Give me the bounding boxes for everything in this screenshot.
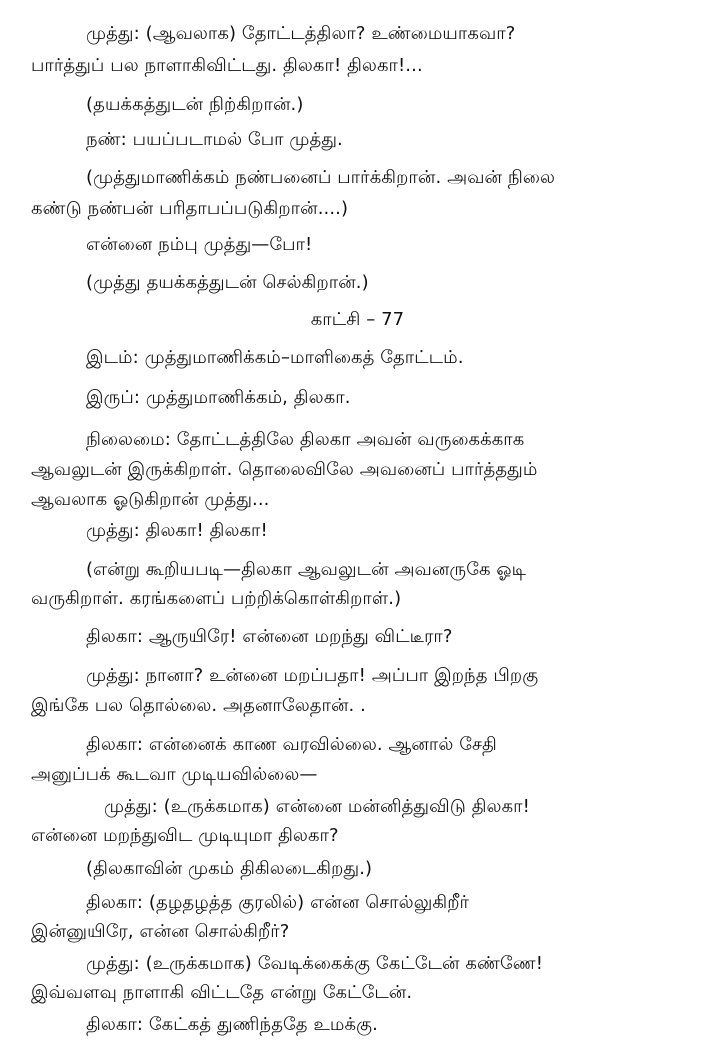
text-line: முத்து: (உருக்கமாக) என்னை மன்னித்துவிடு திலகா! — [104, 796, 530, 817]
text-line: இங்கே பல தொல்லை. அதனாலேதான். . — [31, 695, 367, 716]
text-line: முத்து: (ஆவலாக) தோட்டத்திலா? உண்மையாகவா? — [86, 23, 516, 44]
text-line: திலகா: (தழதழத்த குரலில்) என்ன சொல்லுகிறீர் — [86, 892, 470, 913]
text-line: நிலைமை: தோட்டத்திலே திலகா அவன் வருகைக்காக — [86, 429, 525, 450]
text-line: திலகா: என்னைக் காண வரவில்லை. ஆனால் சேதி — [86, 734, 497, 755]
text-line: இன்னுயிரே, என்ன சொல்கிறீர்? — [31, 921, 290, 942]
text-line: முத்து: திலகா! திலகா! — [86, 520, 268, 541]
text-line: ஆவலாக ஓடுகிறான் முத்து... — [31, 489, 270, 510]
stage-direction: வருகிறாள். கரங்களைப் பற்றிக்கொள்கிறாள்.) — [31, 588, 402, 609]
stage-direction: (முத்துமாணிக்கம் நண்பனைப் பார்க்கிறான். அவன் நிலை — [86, 167, 555, 188]
text-line: இருப்: முத்துமாணிக்கம், திலகா. — [86, 387, 351, 408]
text-line: நண்: பயப்படாமல் போ முத்து. — [86, 129, 343, 150]
stage-direction: கண்டு நண்பன் பரிதாபப்படுகிறான்....) — [31, 198, 349, 219]
scene-heading: காட்சி – 77 — [310, 309, 405, 330]
text-line: அனுப்பக் கூடவா முடியவில்லை— — [31, 764, 318, 785]
stage-direction: (திலகாவின் முகம் திகிலடைகிறது.) — [86, 858, 373, 879]
text-line: என்னை நம்பு முத்து—போ! — [86, 234, 313, 255]
stage-direction: (தயக்கத்துடன் நிற்கிறான்.) — [86, 94, 304, 115]
stage-direction: (என்று கூறியபடி—திலகா ஆவலுடன் அவனருகே ஓடி — [86, 559, 527, 580]
text-line: முத்து: (உருக்கமாக) வேடிக்கைக்கு கேட்டேன் கண்ணே! — [86, 953, 544, 974]
text-line: திலகா: கேட்கத் துணிந்ததே உமக்கு. — [86, 1014, 378, 1035]
text-line: என்னை மறந்துவிட முடியுமா திலகா? — [31, 825, 339, 846]
text-line: இடம்: முத்துமாணிக்கம்–மாளிகைத் தோட்டம். — [86, 347, 464, 368]
text-line: முத்து: நானா? உன்னை மறப்பதா! அப்பா இறந்த பிறகு — [86, 665, 539, 686]
text-line: ஆவலுடன் இருக்கிறாள். தொலைவிலே அவனைப் பார்த்ததும் — [31, 459, 538, 480]
stage-direction: (முத்து தயக்கத்துடன் செல்கிறான்.) — [86, 272, 369, 293]
text-line: திலகா: ஆருயிரே! என்னை மறந்து விட்டீரா? — [86, 626, 453, 647]
text-line: பார்த்துப் பல நாளாகிவிட்டது. திலகா! திலகா!... — [31, 55, 423, 76]
text-line: இவ்வளவு நாளாகி விட்டதே என்று கேட்டேன். — [31, 982, 413, 1003]
